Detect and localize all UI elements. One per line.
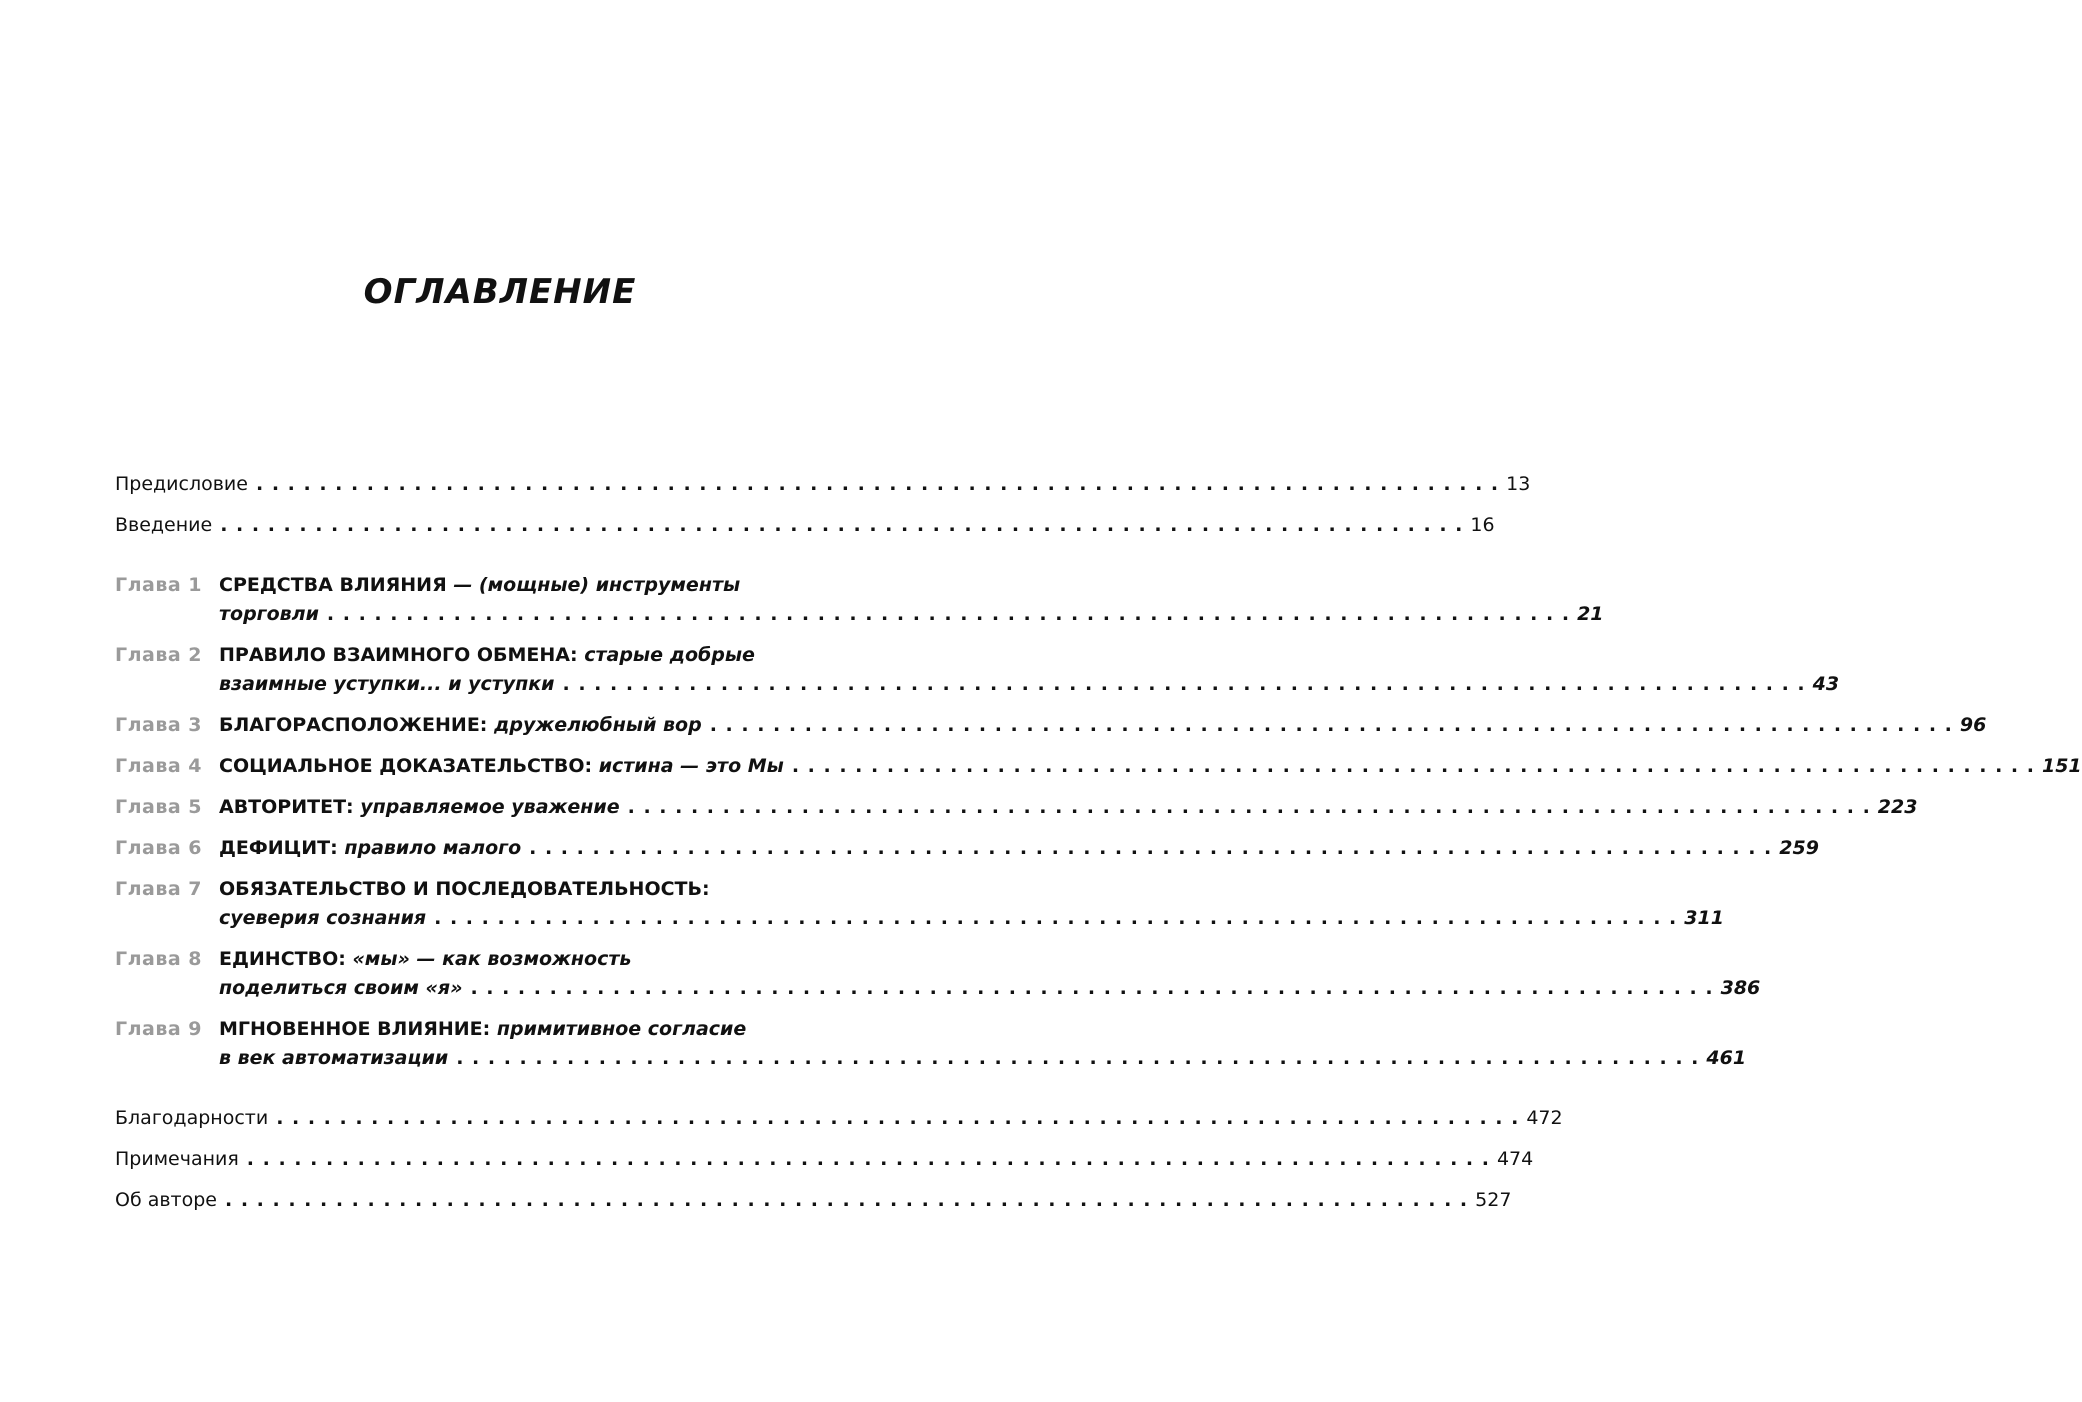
chapter-subtitle-cont: в век автоматизации	[219, 1047, 449, 1069]
chapter-entry-4[interactable]	[115, 752, 2082, 781]
leader-dots	[529, 834, 1771, 863]
chapter-title: ПРАВИЛО ВЗАИМНОГО ОБМЕНА:	[219, 644, 578, 666]
toc-entry-notes[interactable]	[115, 1145, 1534, 1174]
toc-entry-page: 16	[1470, 514, 1495, 536]
chapter-subtitle: «мы» — как возможность	[345, 948, 632, 970]
chapter-page: 151	[2041, 755, 2082, 777]
toc-entry-page: 527	[1475, 1189, 1512, 1211]
chapter-page: 96	[1959, 714, 1987, 736]
chapter-subtitle: примитивное согласие	[490, 1018, 747, 1040]
leader-dots	[327, 600, 1569, 629]
toc-entry-label: Предисловие	[115, 473, 248, 495]
toc-entry-label: Примечания	[115, 1148, 239, 1170]
back-matter	[115, 1104, 1563, 1215]
chapters-list	[115, 571, 2082, 1073]
leader-dots	[628, 793, 1870, 822]
leader-dots	[247, 1145, 1489, 1174]
chapter-number: Глава 4	[115, 755, 203, 777]
chapter-entry-7[interactable]	[115, 875, 1724, 933]
chapter-page: 311	[1684, 907, 1724, 929]
toc-entry-preface[interactable]	[115, 470, 1531, 499]
chapter-entry-2[interactable]	[115, 641, 1840, 699]
front-matter	[115, 470, 1531, 540]
chapter-number: Глава 8	[115, 948, 203, 970]
chapter-subtitle-cont: взаимные уступки... и уступки	[219, 673, 555, 695]
chapter-number: Глава 5	[115, 796, 203, 818]
chapter-subtitle: старые добрые	[577, 644, 755, 666]
chapter-page: 21	[1577, 603, 1604, 625]
chapter-entry-3[interactable]	[115, 711, 1987, 740]
chapter-title: АВТОРИТЕТ:	[219, 796, 354, 818]
chapter-page: 386	[1720, 977, 1761, 999]
leader-dots	[792, 752, 2034, 781]
chapter-title: СРЕДСТВА ВЛИЯНИЯ	[219, 574, 447, 596]
chapter-entry-9[interactable]	[115, 1015, 1747, 1073]
chapter-subtitle: правило малого	[337, 837, 522, 859]
chapter-entry-5[interactable]	[115, 793, 1918, 822]
chapter-title: ДЕФИЦИТ:	[219, 837, 338, 859]
chapter-entry-8[interactable]	[115, 945, 1761, 1003]
chapter-subtitle: — (мощные) инструменты	[446, 574, 741, 596]
chapter-title: МГНОВЕННОЕ ВЛИЯНИЕ:	[219, 1018, 491, 1040]
chapter-number: Глава 1	[115, 574, 203, 596]
chapter-number: Глава 3	[115, 714, 203, 736]
toc-entry-introduction[interactable]	[115, 511, 1495, 540]
toc-entry-page: 472	[1526, 1107, 1563, 1129]
chapter-entry-6[interactable]	[115, 834, 1819, 863]
chapter-number: Глава 6	[115, 837, 203, 859]
leader-dots	[434, 904, 1676, 933]
chapter-subtitle: истина — это Мы	[592, 755, 784, 777]
leader-dots	[276, 1104, 1518, 1133]
toc-entry-page: 474	[1496, 1148, 1534, 1170]
toc-entry-about-author[interactable]	[115, 1186, 1512, 1215]
chapter-subtitle-cont: поделиться своим «я»	[219, 977, 463, 999]
chapter-subtitle: дружелюбный вор	[487, 714, 702, 736]
chapter-title: БЛАГОРАСПОЛОЖЕНИЕ:	[219, 714, 488, 736]
leader-dots	[456, 1044, 1698, 1073]
chapter-subtitle-cont: торговли	[219, 603, 319, 625]
chapter-subtitle: управляемое уважение	[353, 796, 620, 818]
table-of-contents	[115, 470, 2082, 1215]
chapter-title: ЕДИНСТВО:	[219, 948, 346, 970]
chapter-subtitle-cont: суеверия сознания	[219, 907, 427, 929]
toc-entry-label: Благодарности	[115, 1107, 269, 1129]
toc-entry-label: Введение	[115, 514, 213, 536]
leader-dots	[710, 711, 1952, 740]
chapter-number: Глава 7	[115, 878, 203, 900]
chapter-entry-1[interactable]	[115, 571, 1604, 629]
chapter-number: Глава 2	[115, 644, 203, 666]
page-title: ОГЛАВЛЕНИЕ	[363, 272, 637, 312]
leader-dots	[470, 974, 1712, 1003]
chapter-page: 259	[1779, 837, 1819, 859]
leader-dots	[220, 511, 1462, 540]
chapter-title: СОЦИАЛЬНОЕ ДОКАЗАТЕЛЬСТВО:	[219, 755, 593, 777]
chapter-number: Глава 9	[115, 1018, 203, 1040]
chapter-page: 43	[1812, 673, 1840, 695]
leader-dots	[225, 1186, 1467, 1215]
chapter-page: 461	[1706, 1047, 1747, 1069]
toc-entry-page: 13	[1506, 473, 1531, 495]
leader-dots	[563, 670, 1805, 699]
chapter-page: 223	[1877, 796, 1918, 818]
leader-dots	[256, 470, 1498, 499]
toc-entry-label: Об авторе	[115, 1189, 217, 1211]
toc-entry-acknowledgements[interactable]	[115, 1104, 1563, 1133]
chapter-title: ОБЯЗАТЕЛЬСТВО И ПОСЛЕДОВАТЕЛЬНОСТЬ:	[219, 878, 710, 900]
